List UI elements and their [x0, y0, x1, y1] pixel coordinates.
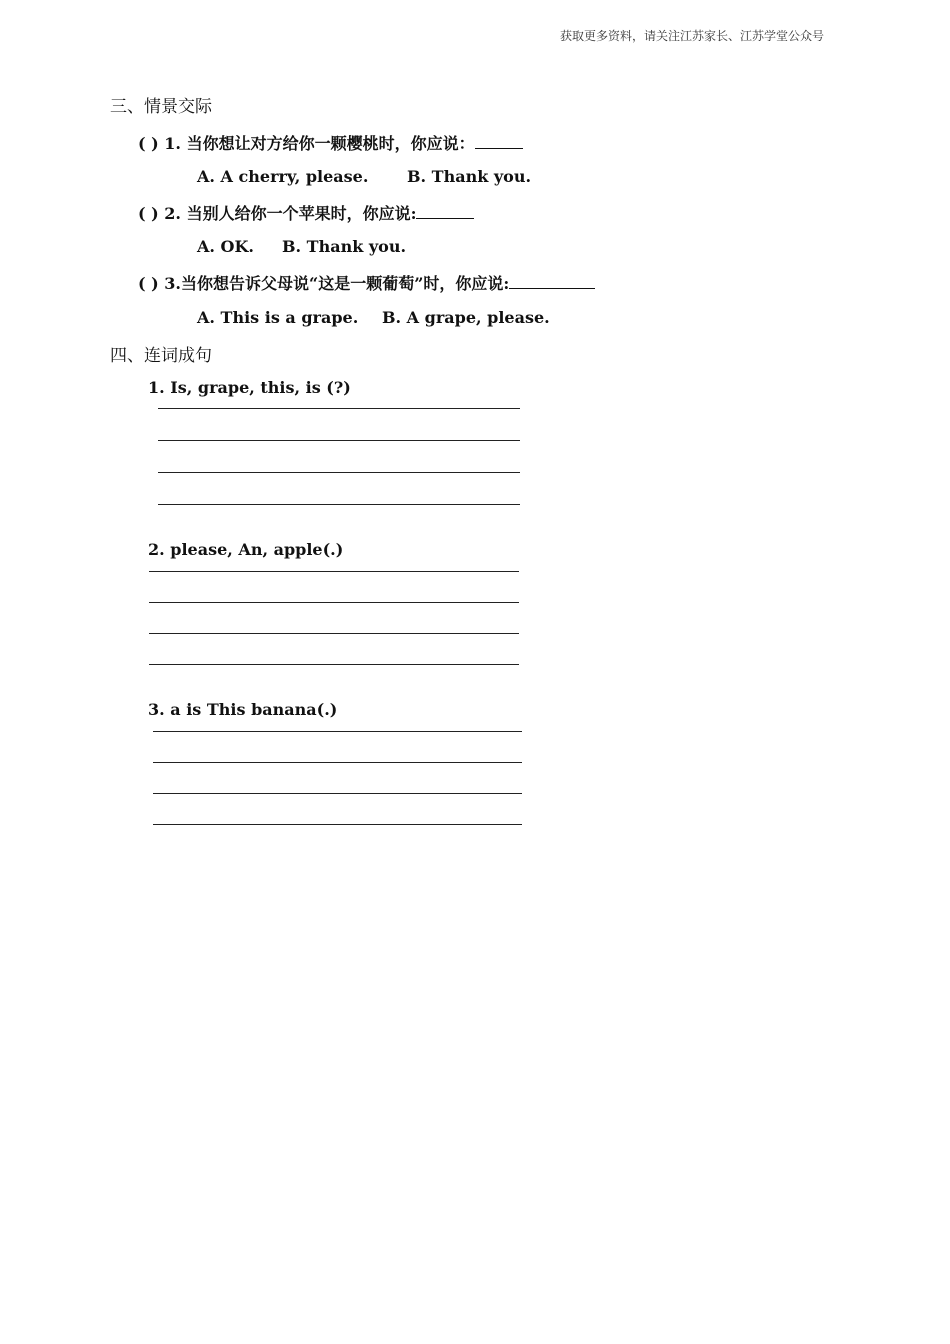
answer-line[interactable] [158, 504, 520, 505]
question-text: 1. 当你想让对方给你一颗樱桃时，你应说： [164, 134, 475, 153]
answer-line[interactable] [149, 602, 519, 603]
answer-line[interactable] [149, 633, 519, 634]
answer-blank[interactable] [509, 274, 595, 289]
section-3-title: 三、情景交际 [110, 97, 212, 117]
question-text: 3.当你想告诉父母说“这是一颗葡萄”时，你应说: [164, 274, 510, 293]
question-2-option-a: A. OK. [197, 237, 254, 256]
question-3-option-b: B. A grape, please. [382, 308, 550, 327]
answer-line[interactable] [153, 731, 522, 732]
answer-line[interactable] [158, 472, 520, 473]
question-1 [138, 131, 523, 154]
item-1-prompt: 1. Is, grape, this, is (?) [148, 378, 351, 397]
question-3 [138, 271, 595, 294]
answer-line[interactable] [158, 440, 520, 441]
question-3-option-a: A. This is a grape. [197, 308, 359, 327]
answer-line[interactable] [153, 793, 522, 794]
answer-paren[interactable]: ( ) [138, 274, 159, 293]
answer-paren[interactable]: ( ) [138, 134, 159, 153]
answer-line[interactable] [153, 824, 522, 825]
question-text: 2. 当别人给你一个苹果时，你应说: [164, 204, 417, 223]
answer-blank[interactable] [416, 204, 474, 219]
item-2-prompt: 2. please, An, apple(.) [148, 540, 344, 559]
answer-line[interactable] [153, 762, 522, 763]
answer-line[interactable] [149, 664, 519, 665]
question-1-option-a: A. A cherry, please. [197, 167, 369, 186]
question-2 [138, 201, 474, 224]
question-2-option-b: B. Thank you. [282, 237, 407, 256]
answer-paren[interactable]: ( ) [138, 204, 159, 223]
section-4-title: 四、连词成句 [110, 346, 212, 366]
item-3-prompt: 3. a is This banana(.) [148, 700, 338, 719]
answer-line[interactable] [149, 571, 519, 572]
question-1-option-b: B. Thank you. [407, 167, 532, 186]
answer-line[interactable] [158, 408, 520, 409]
page-header-note: 获取更多资料，请关注江苏家长、江苏学堂公众号 [560, 29, 825, 43]
answer-blank[interactable] [475, 134, 523, 149]
